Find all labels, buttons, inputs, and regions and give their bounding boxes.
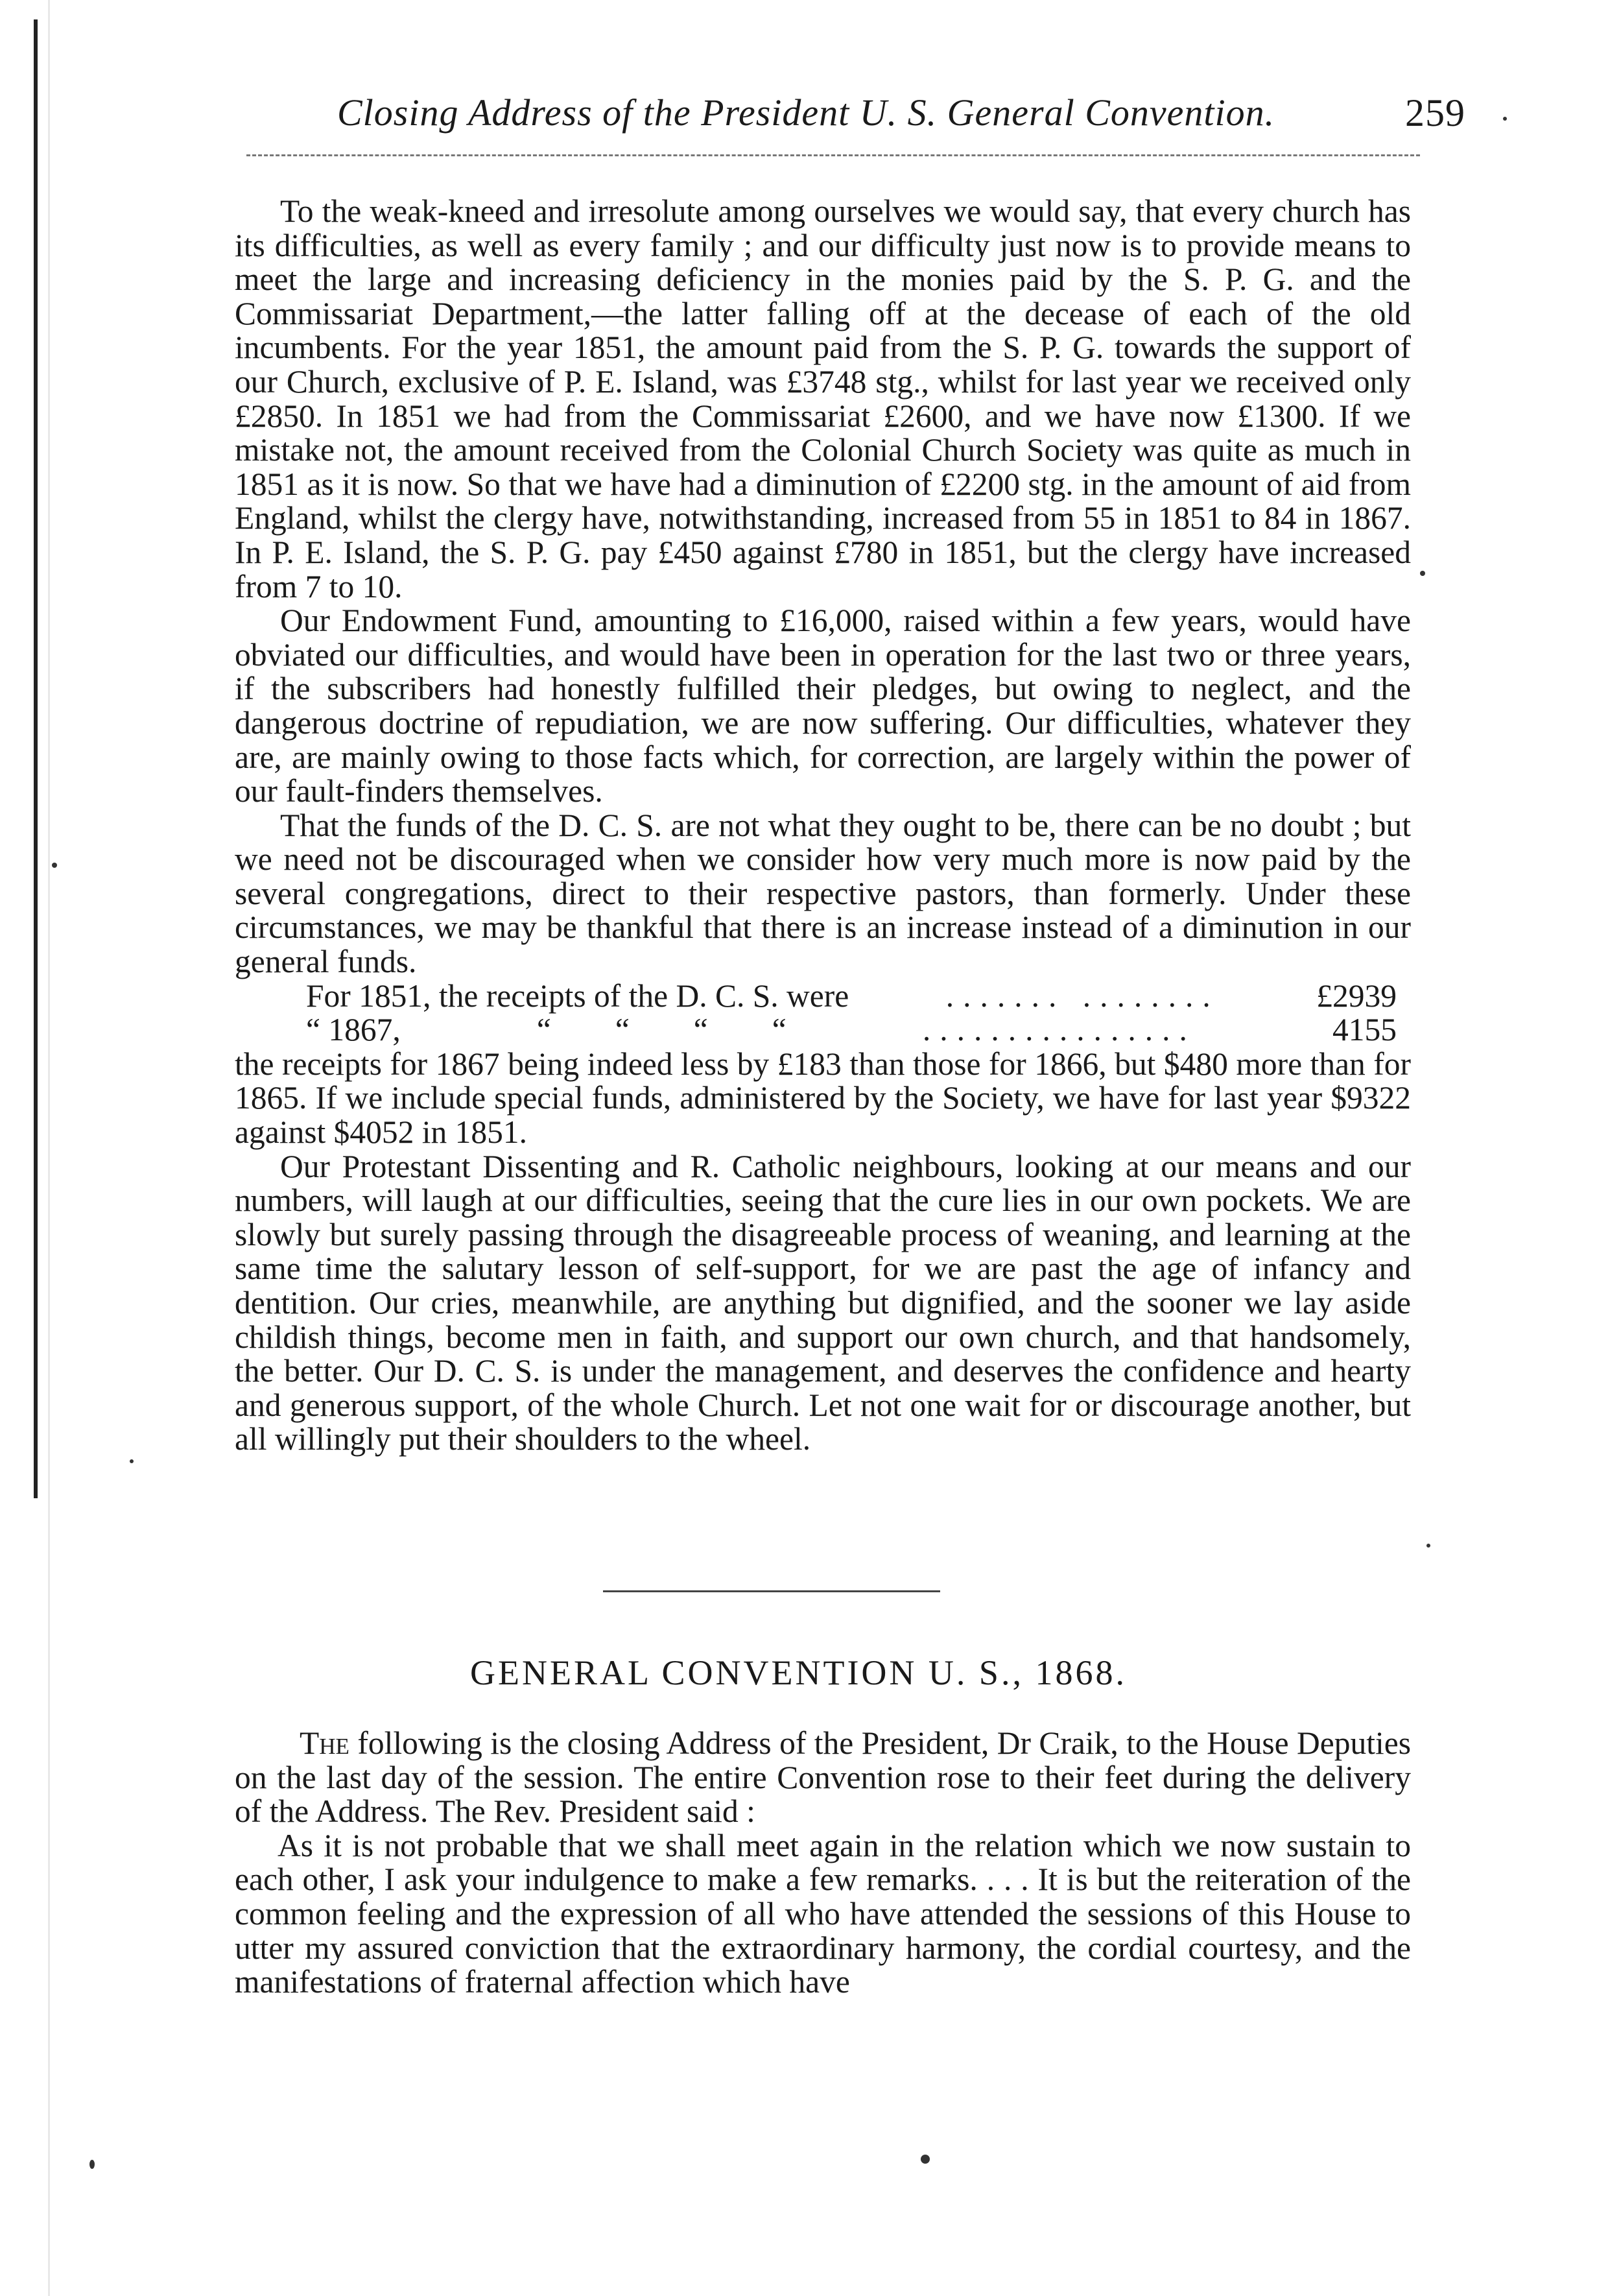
page-number: 259 <box>1405 91 1465 134</box>
receipts-leader: ................ <box>922 1012 1196 1048</box>
intro-text: following is the closing Address of the President, Dr Craik, to the House Deputies on the last day of the session. The entire Convention rose to their feet during the delivery of the Address. The Rev. President said : <box>235 1725 1411 1830</box>
paragraph: Our Protestant Dissenting and R. Catholic neighbours, looking at our means and our numbers, will laugh at our difficulties, seeing that the cure lies in our own pockets. We are slowly but surely passing through the disagreeable process of weaning, and learning at the same time the salutary lesson of self-support, for we are past the age of infancy and dentition. Our cries, meanwhile, are anything but dignified, and the sooner we lay aside childish things, become men in faith, and support our own church, and that handsomely, the better. Our D. C. S. is under the management, and deserves the confidence and hearty and generous support, of the whole Church. Let not one wait for or discourage another, but all willingly put their shoulders to the wheel. <box>235 1148 1411 1457</box>
intro-dropcap: The <box>300 1725 349 1761</box>
scan-speck <box>89 2160 95 2169</box>
paragraph: Our Endowment Fund, amounting to £16,000, raised within a few years, would have obviated our difficulties, and would have been in operation for the last two or three years, if the subscribers had honestly fulfilled their pledges, but owing to neglect, and the dangerous doctrine of repudiation, we are now suffering. Our difficulties, whatever they are, are mainly owing to those facts which, for correction, are largely within the power of our fault-finders themselves. <box>235 603 1411 809</box>
running-head <box>324 84 1465 143</box>
article-body <box>235 195 1411 1457</box>
receipts-row-1867 <box>235 1013 1411 1047</box>
paragraph: That the funds of the D. C. S. are not what they ought to be, there can be no doubt ; but we need not be discouraged when we consider how very much more is now paid by the several congregations, direct to their respective pastors, than formerly. Under these circumstances, we may be thankful that there is an increase instead of a diminution in our general funds. <box>235 807 1411 980</box>
receipts-ditto: “ “ “ “ <box>536 1012 787 1048</box>
scan-speck <box>130 1459 134 1463</box>
scan-speck <box>52 863 57 868</box>
receipts-row-1851 <box>235 979 1411 1014</box>
scan-speck <box>921 2155 930 2164</box>
paragraph: the receipts for 1867 being indeed less by £183 than those for 1866, but $480 more than for 1865. If we include special funds, administered by the Society, we have for last year $9322 against $4052 in 1851. <box>235 1046 1411 1151</box>
section-title: GENERAL CONVENTION U. S., 1868. <box>470 1653 1127 1692</box>
receipts-label: For 1851, the receipts of the D. C. S. were <box>306 977 849 1014</box>
section-intro <box>235 1727 1411 1829</box>
scan-speck <box>1420 571 1425 576</box>
scan-margin-shadow <box>48 0 50 2296</box>
address-quote: As it is not probable that we shall meet again in the relation which we now sustain to each other, I ask your indulgence to make a few remarks. . . . It is but the reiteration of the common feeling and the expression of all who have attended the sessions of this House to utter my assured conviction that the extraordinary harmony, the cordial courtesy, and the manifestations of fraternal affection which have <box>235 1827 1411 2000</box>
scan-speck <box>1503 117 1507 121</box>
section-separator-rule <box>603 1590 940 1592</box>
receipts-label: “ 1867, <box>306 1012 401 1048</box>
scan-speck <box>1426 1544 1430 1548</box>
running-head-title: Closing Address of the President U. S. General Convention. <box>337 91 1275 134</box>
header-rule <box>246 154 1420 156</box>
receipts-amount: £2939 <box>1316 977 1397 1014</box>
receipts-leader: ....... ........ <box>945 977 1220 1014</box>
receipts-amount: 4155 <box>1332 1012 1397 1048</box>
paragraph: To the weak-kneed and irresolute among ourselves we would say, that every church has its difficulties, as well as every family ; and our difficulty just now is to provide means to meet the large and increasing deficiency in the monies paid by the S. P. G. and the Commissariat Department,—the latter falling off at the decease of each of the old incumbents. For the year 1851, the amount paid from the S. P. G. towards the support of our Church, exclusive of P. E. Island, was £3748 stg., whilst for last year we received only £2850. In 1851 we had from the Commissariat £2600, and we have now £1300. If we mistake not, the amount received from the Colonial Church Society was quite as much in 1851 as it is now. So that we have had a diminution of £2200 stg. in the amount of aid from England, whilst the clergy have, notwithstanding, increased from 55 in 1851 to 84 in 1867. In P. E. Island, the S. P. G. pay £450 against £780 in 1851, but the clergy have increased from 7 to 10. <box>235 193 1411 604</box>
scan-binding-edge <box>34 19 38 1498</box>
section-body <box>235 1727 1411 2000</box>
